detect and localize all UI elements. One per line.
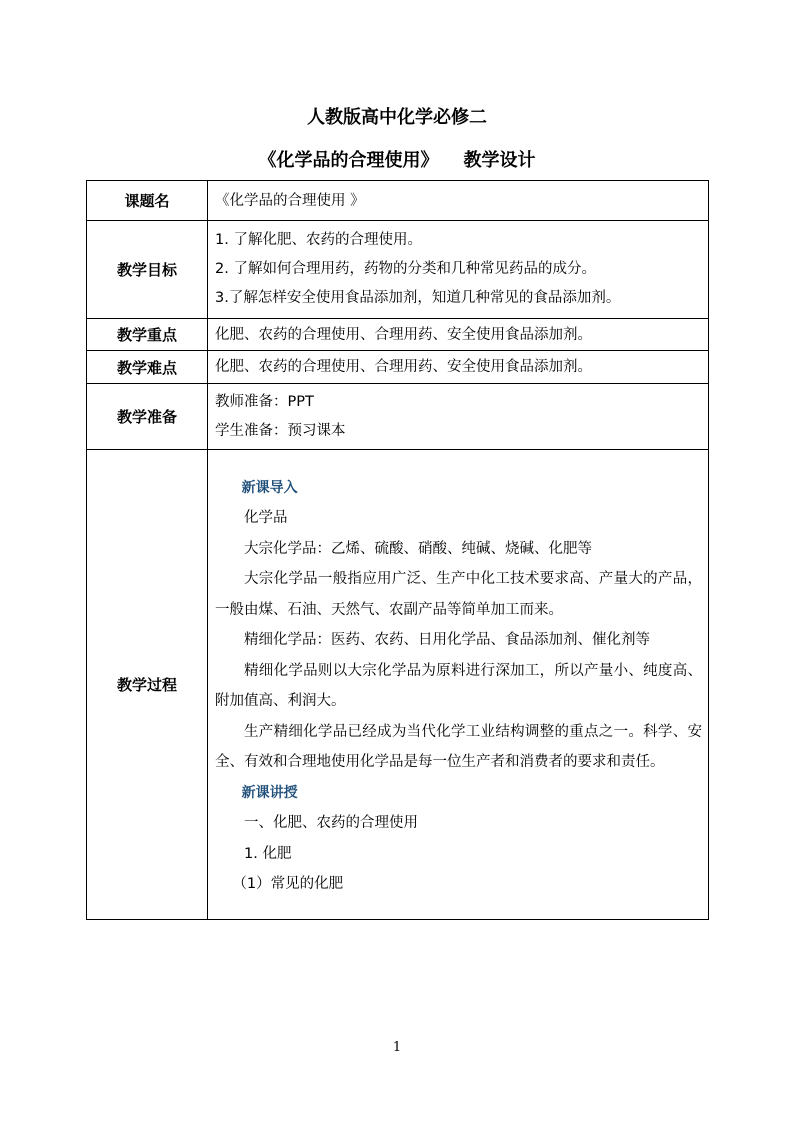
goals-list [208,221,709,319]
table-row-key-points [87,319,709,351]
preparation-value [208,384,709,450]
paragraph: 精细化学品则以大宗化学品为原料进行深加工，所以产量小、纯度高、附加值高、利润大。 [215,662,702,709]
topic-value: 《化学品的合理使用 》 [208,181,709,221]
process-content [208,450,709,920]
document-subtitle: 《化学品的合理使用》 教学设计 [258,150,536,171]
table-row-topic [87,181,709,221]
goal-item: 2. 了解如何合理用药，药物的分类和几种常见药品的成分。 [215,261,596,277]
row-label-preparation: 教学准备 [87,384,208,450]
lesson-plan-table [86,180,709,920]
row-label-difficulties: 教学难点 [87,351,208,384]
goal-item: 1. 了解化肥、农药的合理使用。 [215,232,422,248]
row-label-process: 教学过程 [87,450,208,920]
row-label-topic: 课题名 [87,181,208,221]
paragraph: 1. 化肥 [244,845,292,862]
table-row-preparation [87,384,709,450]
student-preparation: 学生准备：预习课本 [215,422,346,439]
paragraph: 化学品 [244,510,288,526]
teacher-preparation: 教师准备：PPT [215,393,314,410]
paragraph: 精细化学品：医药、农药、日用化学品、食品添加剂、催化剂等 [244,632,650,648]
table-row-process [87,450,709,920]
key-points-value: 化肥、农药的合理使用、合理用药、安全使用食品添加剂。 [208,319,709,351]
page-number: 1 [392,1040,402,1055]
paragraph: 大宗化学品一般指应用广泛、生产中化工技术要求高、产量大的产品，一般由煤、石油、天然气、农副产品等简单加工而来。 [215,571,702,618]
difficulties-value: 化肥、农药的合理使用、合理用药、安全使用食品添加剂。 [208,351,709,384]
section-heading: 新课讲授 [241,784,298,801]
paragraph: 一、化肥、农药的合理使用 [244,815,418,831]
section-heading: 新课导入 [241,479,298,496]
row-label-goals: 教学目标 [87,221,208,319]
paragraph: 大宗化学品：乙烯、硫酸、硝酸、纯碱、烧碱、化肥等 [244,540,592,557]
paragraph: （1）常见的化肥 [232,876,344,892]
row-label-key-points: 教学重点 [87,319,208,351]
table-row-goals [87,221,709,319]
document-title: 人教版高中化学必修二 [307,107,487,128]
paragraph: 生产精细化学品已经成为当代化学工业结构调整的重点之一。科学、安全、有效和合理地使用化学品是每一位生产者和消费者的要求和责任。 [215,723,702,770]
table-row-difficulties [87,351,709,384]
goal-item: 3.了解怎样安全使用食品添加剂，知道几种常见的食品添加剂。 [215,290,621,306]
